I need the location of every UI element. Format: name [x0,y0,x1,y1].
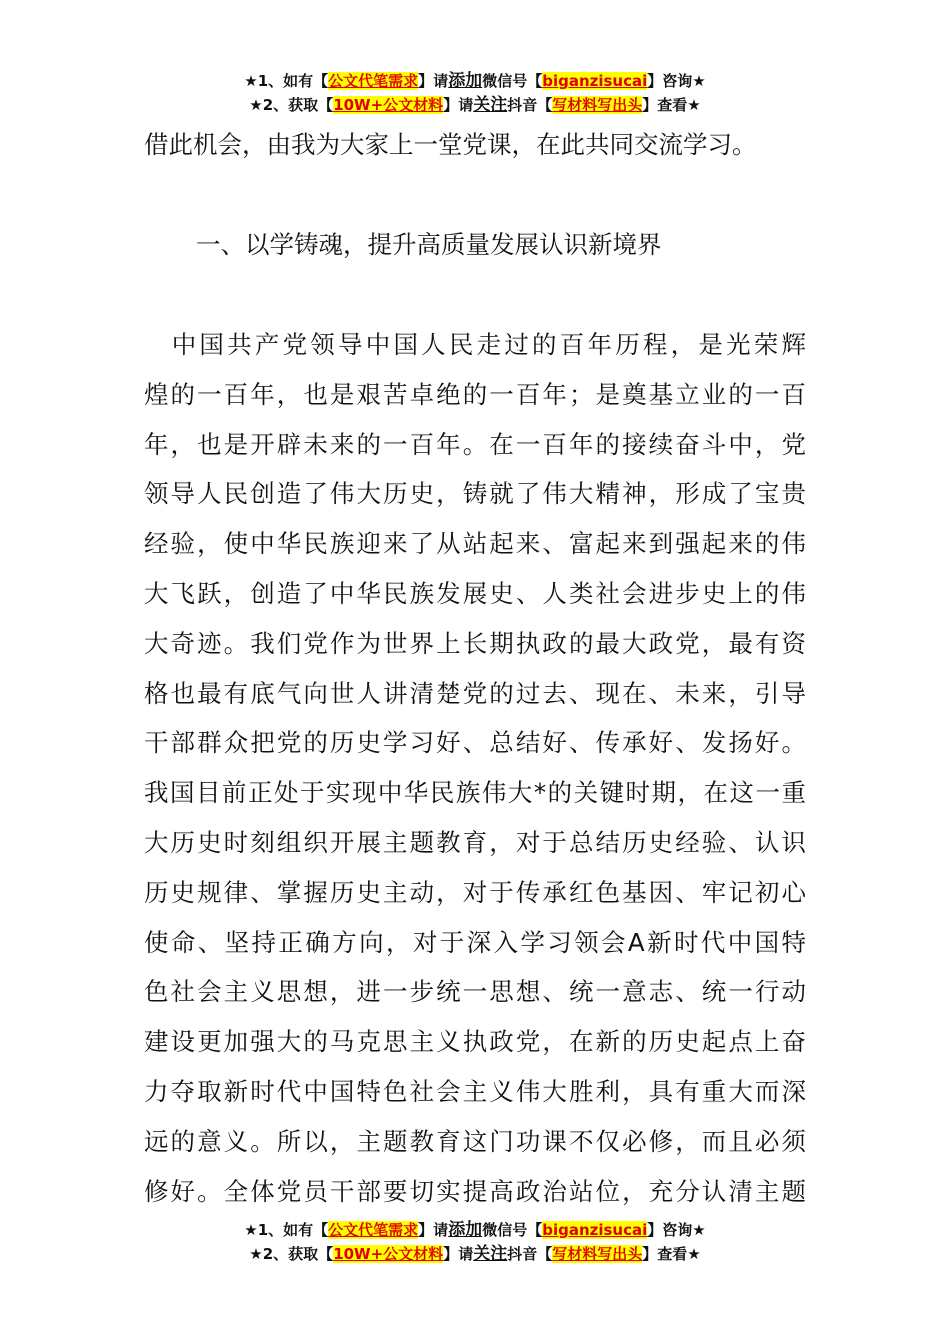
promo-emphasis: 添加 [448,71,483,91]
promo-text: 】查看★ [642,96,701,114]
promo-douyin-id: 写材料写出头 [552,1245,643,1263]
section-heading: 一、以学铸魂，提升高质量发展认识新境界 [196,230,662,259]
text-line: 格也最有底气向世人讲清楚党的过去、现在、未来，引导 [144,678,806,708]
text-line: 使命、坚持正确方向，对于深入学习领会A新时代中国特 [144,927,806,957]
promo-highlight: 10W+公文材料 [333,96,444,114]
promo-emphasis: 关注 [473,95,508,115]
promo-highlight: 公文代笔需求 [328,72,419,90]
text-line: 力夺取新时代中国特色社会主义伟大胜利，具有重大而深 [144,1077,806,1106]
promo-text: 】请 [443,96,474,114]
promo-text: 微信号【 [482,1221,543,1239]
text-line: 领导人民创造了伟大历史，铸就了伟大精神，形成了宝贵 [144,479,806,509]
promo-text: 抖音【 [507,96,553,114]
promo-line-1-footer [0,1219,950,1241]
text-line: 我国目前正处于实现中华民族伟大*的关键时期，在这一重 [144,778,806,808]
promo-wechat-id: biganzisucai [542,72,648,90]
promo-highlight: 10W+公文材料 [333,1245,444,1263]
promo-text: 】咨询★ [647,1221,706,1239]
promo-emphasis: 关注 [473,1244,508,1264]
promo-text: 抖音【 [507,1245,553,1263]
promo-text: ★1、如有【 [244,72,329,90]
text-line: 修好。全体党员干部要切实提高政治站位，充分认清主题 [144,1176,806,1206]
promo-wechat-id: biganzisucai [542,1221,648,1239]
text-line: 干部群众把党的历史学习好、总结好、传承好、发扬好。 [144,728,806,758]
promo-text: 】请 [418,72,449,90]
promo-highlight: 公文代笔需求 [328,1221,419,1239]
promo-text: 】咨询★ [647,72,706,90]
promo-text: ★1、如有【 [244,1221,329,1239]
promo-douyin-id: 写材料写出头 [552,96,643,114]
promo-text: 】请 [418,1221,449,1239]
promo-emphasis: 添加 [448,1220,483,1240]
text-line: 大历史时刻组织开展主题教育，对于总结历史经验、认识 [144,828,806,857]
text-line: 经验，使中华民族迎来了从站起来、富起来到强起来的伟 [144,529,806,559]
text-line: 大奇迹。我们党作为世界上长期执政的最大政党，最有资 [144,628,806,658]
text-line: 年，也是开辟未来的一百年。在一百年的接续奋斗中，党 [144,429,806,459]
promo-line-2-footer [0,1243,950,1265]
text-line: 煌的一百年，也是艰苦卓绝的一百年；是奠基立业的一百 [144,379,806,409]
promo-line-1 [0,70,950,92]
intro-tail-line: 借此机会，由我为大家上一堂党课，在此共同交流学习。 [144,130,757,159]
text-line: 远的意义。所以，主题教育这门功课不仅必修，而且必须 [144,1126,806,1156]
text-line: 大飞跃，创造了中华民族发展史、人类社会进步史上的伟 [144,579,806,608]
promo-text: 】请 [443,1245,474,1263]
text-line: 色社会主义思想，进一步统一思想、统一意志、统一行动 [144,977,806,1007]
promo-text: ★2、获取【 [249,96,334,114]
text-line: 历史规律、掌握历史主动，对于传承红色基因、牢记初心 [144,877,806,907]
promo-text: 微信号【 [482,72,543,90]
promo-line-2 [0,94,950,116]
promo-text: 】查看★ [642,1245,701,1263]
promo-text: ★2、获取【 [249,1245,334,1263]
text-line: 建设更加强大的马克思主义执政党，在新的历史起点上奋 [144,1027,806,1057]
text-line: 中国共产党领导中国人民走过的百年历程，是光荣辉 [144,330,806,359]
